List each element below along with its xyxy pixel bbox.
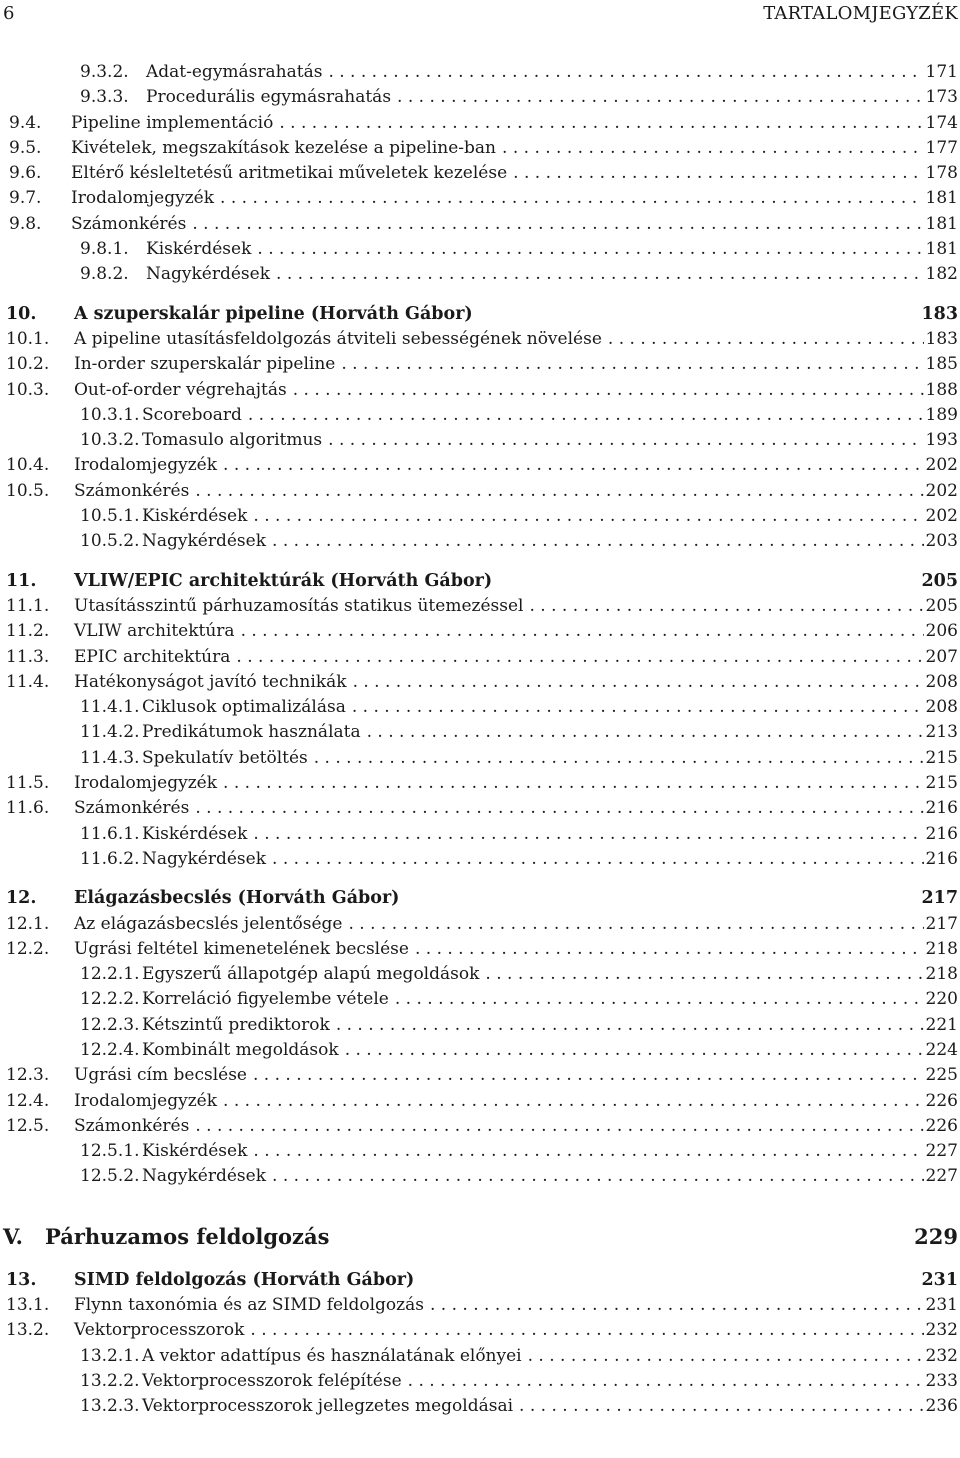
entry-page-number: 183 xyxy=(925,328,958,349)
entry-number: 9.3.2. xyxy=(80,62,129,82)
entry-page-number: 213 xyxy=(925,722,958,743)
entry-page-number: 205 xyxy=(921,570,958,591)
dot-leader xyxy=(287,378,924,403)
dot-leader xyxy=(346,695,924,720)
entry-title: Kiskérdések xyxy=(146,239,252,260)
dot-leader xyxy=(247,504,924,529)
chapter-gap xyxy=(0,555,958,569)
dot-leader xyxy=(266,529,924,554)
toc-entry-section[interactable] xyxy=(0,453,958,478)
entry-number: 9.5. xyxy=(9,137,42,158)
entry-number: V. xyxy=(3,1223,23,1249)
toc-entry-part[interactable] xyxy=(0,1220,958,1254)
dot-leader xyxy=(247,1139,924,1164)
entry-number: 11.4. xyxy=(6,671,50,692)
entry-page-number: 181 xyxy=(925,213,958,234)
toc-entry-subsection[interactable] xyxy=(0,85,958,110)
entry-title: In-order szuperskalár pipeline xyxy=(74,354,336,375)
entry-title: Korreláció figyelembe vétele xyxy=(142,989,389,1010)
dot-leader xyxy=(217,771,924,796)
entry-title: Vektorprocesszorok xyxy=(74,1320,245,1341)
entry-page-number: 226 xyxy=(925,1090,958,1111)
entry-page-number: 217 xyxy=(925,913,958,934)
entry-page-number: 236 xyxy=(925,1396,958,1417)
toc-entry-section[interactable] xyxy=(0,645,958,670)
toc-entry-chapter[interactable] xyxy=(0,1268,958,1293)
entry-page-number: 217 xyxy=(921,888,958,909)
entry-number: 9.8. xyxy=(9,213,42,234)
toc-entry-section[interactable] xyxy=(0,1063,958,1088)
entry-number: 11.6.2. xyxy=(80,848,140,869)
entry-title: Kiskérdések xyxy=(142,1141,248,1162)
entry-page-number: 203 xyxy=(925,531,958,552)
entry-page-number: 202 xyxy=(925,480,958,501)
toc-entry-chapter[interactable] xyxy=(0,302,958,327)
toc-entry-subsection[interactable] xyxy=(0,720,958,745)
running-title: TARTALOMJEGYZÉK xyxy=(763,3,958,24)
entry-page-number: 206 xyxy=(925,621,958,642)
entry-number: 11.1. xyxy=(6,595,50,616)
entry-title: Vektorprocesszorok jellegzetes megoldásai xyxy=(142,1396,514,1417)
chapter-gap xyxy=(0,288,958,302)
entry-title: Spekulatív betöltés xyxy=(142,747,308,768)
entry-title: A pipeline utasításfeldolgozás átviteli sebességének növelése xyxy=(74,328,602,349)
entry-number: 10.1. xyxy=(6,328,50,349)
dot-leader xyxy=(247,822,924,847)
entry-title: Ugrási cím becslése xyxy=(74,1065,247,1086)
entry-number: 12.3. xyxy=(6,1065,50,1086)
entry-number: 11. xyxy=(6,570,37,591)
dot-leader xyxy=(523,594,924,619)
dot-leader xyxy=(273,111,924,136)
toc-entry-subsection[interactable] xyxy=(0,695,958,720)
toc-entry-section[interactable] xyxy=(0,1089,958,1114)
entry-number: 12.5.1. xyxy=(80,1141,140,1162)
toc-entry-section[interactable] xyxy=(0,771,958,796)
entry-title: Kombinált megoldások xyxy=(142,1039,339,1060)
toc-entry-section[interactable] xyxy=(0,1293,958,1318)
toc-entry-section[interactable] xyxy=(0,479,958,504)
toc-entry-subsection[interactable] xyxy=(0,529,958,554)
entry-title: A vektor adattípus és használatának előnyei xyxy=(142,1345,522,1366)
entry-page-number: 208 xyxy=(925,671,958,692)
toc-entry-section[interactable] xyxy=(0,937,958,962)
toc-entry-section[interactable] xyxy=(0,594,958,619)
entry-number: 9.6. xyxy=(9,163,42,184)
entry-page-number: 220 xyxy=(925,989,958,1010)
toc-entry-chapter[interactable] xyxy=(0,569,958,594)
entry-number: 9.7. xyxy=(9,188,42,209)
entry-title: Nagykérdések xyxy=(146,264,271,285)
dot-leader xyxy=(189,796,924,821)
dot-leader xyxy=(242,403,924,428)
dot-leader xyxy=(214,186,924,211)
entry-title: Számonkérés xyxy=(74,798,190,819)
entry-page-number: 188 xyxy=(925,379,958,400)
entry-page-number: 227 xyxy=(925,1166,958,1187)
page-header xyxy=(0,0,960,30)
entry-number: 11.4.3. xyxy=(80,747,140,768)
dot-leader xyxy=(217,1089,924,1114)
entry-title: Nagykérdések xyxy=(142,1166,267,1187)
entry-title: Egyszerű állapotgép alapú megoldások xyxy=(142,964,480,985)
entry-title: Számonkérés xyxy=(74,1115,190,1136)
entry-page-number: 193 xyxy=(925,430,958,451)
entry-title: Scoreboard xyxy=(142,404,242,425)
dot-leader xyxy=(330,1013,924,1038)
entry-title: Kiskérdések xyxy=(142,506,248,527)
toc-entry-subsection[interactable] xyxy=(0,504,958,529)
entry-number: 9.8.2. xyxy=(80,264,129,285)
entry-number: 12. xyxy=(6,888,37,909)
entry-title: Az elágazásbecslés jelentősége xyxy=(74,913,343,934)
entry-title: Kiskérdések xyxy=(142,823,248,844)
entry-page-number: 185 xyxy=(925,354,958,375)
entry-number: 10.3.1. xyxy=(80,404,140,425)
entry-number: 10.4. xyxy=(6,455,50,476)
dot-leader xyxy=(247,1063,924,1088)
dot-leader xyxy=(507,161,924,186)
dot-leader xyxy=(389,987,924,1012)
entry-title: Irodalomjegyzék xyxy=(74,455,218,476)
table-of-contents xyxy=(0,60,958,1420)
toc-entry-section[interactable] xyxy=(0,352,958,377)
entry-page-number: 232 xyxy=(925,1320,958,1341)
toc-entry-subsection[interactable] xyxy=(0,60,958,85)
entry-page-number: 178 xyxy=(925,163,958,184)
entry-page-number: 215 xyxy=(925,747,958,768)
entry-number: 9.4. xyxy=(9,112,42,133)
entry-title: Elágazásbecslés (Horváth Gábor) xyxy=(74,888,400,909)
entry-title: Ciklusok optimalizálása xyxy=(142,697,346,718)
dot-leader xyxy=(266,1164,924,1189)
entry-number: 9.8.1. xyxy=(80,239,129,260)
toc-entry-section[interactable] xyxy=(0,796,958,821)
entry-number: 12.2.3. xyxy=(80,1014,140,1035)
entry-title: Ugrási feltétel kimenetelének becslése xyxy=(74,938,409,959)
entry-number: 11.2. xyxy=(6,621,50,642)
entry-number: 11.3. xyxy=(6,646,50,667)
dot-leader xyxy=(230,645,924,670)
part-gap xyxy=(0,1190,958,1220)
toc-entry-subsection[interactable] xyxy=(0,237,958,262)
entry-number: 12.4. xyxy=(6,1090,50,1111)
entry-page-number: 227 xyxy=(925,1141,958,1162)
toc-entry-section[interactable] xyxy=(0,619,958,644)
toc-entry-subsection[interactable] xyxy=(0,1394,958,1419)
entry-page-number: 216 xyxy=(925,798,958,819)
entry-page-number: 207 xyxy=(925,646,958,667)
toc-entry-section[interactable] xyxy=(0,327,958,352)
entry-number: 13.2. xyxy=(6,1320,50,1341)
entry-page-number: 226 xyxy=(925,1115,958,1136)
entry-page-number: 182 xyxy=(925,264,958,285)
dot-leader xyxy=(343,912,925,937)
dot-leader xyxy=(335,352,924,377)
toc-entry-section[interactable] xyxy=(0,111,958,136)
entry-title: Hatékonyságot javító technikák xyxy=(74,671,347,692)
entry-page-number: 205 xyxy=(925,595,958,616)
dot-leader xyxy=(402,1369,924,1394)
page-number: 6 xyxy=(3,3,15,24)
entry-page-number: 181 xyxy=(925,239,958,260)
entry-title: Nagykérdések xyxy=(142,848,267,869)
entry-title: VLIW/EPIC architektúrák (Horváth Gábor) xyxy=(74,570,493,591)
toc-entry-subsection[interactable] xyxy=(0,1013,958,1038)
toc-entry-section[interactable] xyxy=(0,378,958,403)
dot-leader xyxy=(270,262,924,287)
entry-page-number: 231 xyxy=(921,1269,958,1290)
entry-title: Irodalomjegyzék xyxy=(74,1090,218,1111)
toc-entry-subsection[interactable] xyxy=(0,1164,958,1189)
entry-number: 10. xyxy=(6,303,37,324)
entry-number: 13.1. xyxy=(6,1295,50,1316)
entry-page-number: 229 xyxy=(914,1223,958,1249)
toc-entry-subsection[interactable] xyxy=(0,428,958,453)
entry-page-number: 183 xyxy=(921,303,958,324)
entry-title: Kétszintű prediktorok xyxy=(142,1014,330,1035)
entry-number: 12.5.2. xyxy=(80,1166,140,1187)
entry-number: 11.5. xyxy=(6,773,50,794)
toc-entry-section[interactable] xyxy=(0,212,958,237)
entry-page-number: 233 xyxy=(925,1370,958,1391)
entry-number: 12.5. xyxy=(6,1115,50,1136)
entry-page-number: 218 xyxy=(925,964,958,985)
entry-title: Vektorprocesszorok felépítése xyxy=(142,1370,402,1391)
entry-number: 10.5.1. xyxy=(80,506,140,527)
entry-title: VLIW architektúra xyxy=(74,621,235,642)
dot-leader xyxy=(189,1114,924,1139)
entry-page-number: 202 xyxy=(925,506,958,527)
toc-entry-section[interactable] xyxy=(0,161,958,186)
toc-entry-subsection[interactable] xyxy=(0,987,958,1012)
dot-leader xyxy=(361,720,924,745)
dot-leader xyxy=(522,1344,924,1369)
dot-leader xyxy=(409,937,924,962)
entry-page-number: 232 xyxy=(925,1345,958,1366)
entry-number: 9.3.3. xyxy=(80,87,129,108)
entry-title: Számonkérés xyxy=(74,480,190,501)
toc-entry-subsection[interactable] xyxy=(0,962,958,987)
entry-title: A szuperskalár pipeline (Horváth Gábor) xyxy=(74,303,473,324)
entry-title: Adat-egymásrahatás xyxy=(146,62,323,82)
entry-title: Kivételek, megszakítások kezelése a pipeline-ban xyxy=(71,137,497,158)
entry-title: Nagykérdések xyxy=(142,531,267,552)
dot-leader xyxy=(339,1038,924,1063)
entry-title: Párhuzamos feldolgozás xyxy=(45,1223,330,1249)
entry-title: SIMD feldolgozás (Horváth Gábor) xyxy=(74,1269,415,1290)
entry-page-number: 216 xyxy=(925,848,958,869)
entry-number: 13. xyxy=(6,1269,37,1290)
entry-number: 10.3.2. xyxy=(80,430,140,451)
dot-leader xyxy=(322,60,924,85)
toc-entry-subsection[interactable] xyxy=(0,847,958,872)
entry-title: Procedurális egymásrahatás xyxy=(146,87,392,108)
dot-leader xyxy=(347,670,924,695)
toc-entry-subsection[interactable] xyxy=(0,1139,958,1164)
toc-entry-section[interactable] xyxy=(0,670,958,695)
toc-entry-subsection[interactable] xyxy=(0,746,958,771)
entry-title: Eltérő késleltetésű aritmetikai műveletek kezelése xyxy=(71,163,508,184)
entry-title: Flynn taxonómia és az SIMD feldolgozás xyxy=(74,1295,424,1316)
toc-entry-subsection[interactable] xyxy=(0,262,958,287)
toc-entry-chapter[interactable] xyxy=(0,886,958,911)
dot-leader xyxy=(391,85,924,110)
dot-leader xyxy=(217,453,924,478)
entry-title: EPIC architektúra xyxy=(74,646,231,667)
dot-leader xyxy=(322,428,924,453)
entry-title: Pipeline implementáció xyxy=(71,112,274,133)
toc-entry-section[interactable] xyxy=(0,186,958,211)
dot-leader xyxy=(251,237,924,262)
dot-leader xyxy=(186,212,924,237)
entry-number: 11.6.1. xyxy=(80,823,140,844)
entry-number: 13.2.2. xyxy=(80,1370,140,1391)
entry-title: Tomasulo algoritmus xyxy=(142,430,323,451)
toc-entry-section[interactable] xyxy=(0,136,958,161)
entry-number: 12.2.4. xyxy=(80,1039,140,1060)
entry-number: 10.2. xyxy=(6,354,50,375)
entry-page-number: 225 xyxy=(925,1065,958,1086)
entry-page-number: 171 xyxy=(925,62,958,82)
entry-number: 12.2.1. xyxy=(80,964,140,985)
dot-leader xyxy=(244,1318,924,1343)
entry-page-number: 208 xyxy=(925,697,958,718)
entry-number: 12.1. xyxy=(6,913,50,934)
entry-page-number: 181 xyxy=(925,188,958,209)
toc-entry-section[interactable] xyxy=(0,1114,958,1139)
entry-title: Utasításszintű párhuzamosítás statikus ütemezéssel xyxy=(74,595,524,616)
entry-page-number: 174 xyxy=(925,112,958,133)
entry-page-number: 189 xyxy=(925,404,958,425)
entry-title: Predikátumok használata xyxy=(142,722,361,743)
entry-page-number: 216 xyxy=(925,823,958,844)
dot-leader xyxy=(424,1293,924,1318)
entry-title: Irodalomjegyzék xyxy=(71,188,215,209)
dot-leader xyxy=(235,619,924,644)
entry-title: Számonkérés xyxy=(71,213,187,234)
dot-leader xyxy=(496,136,924,161)
dot-leader xyxy=(513,1394,924,1419)
dot-leader xyxy=(189,479,924,504)
entry-page-number: 218 xyxy=(925,938,958,959)
entry-page-number: 221 xyxy=(925,1014,958,1035)
toc-entry-section[interactable] xyxy=(0,912,958,937)
toc-entry-subsection[interactable] xyxy=(0,822,958,847)
entry-number: 10.5.2. xyxy=(80,531,140,552)
chapter-gap xyxy=(0,1254,958,1268)
entry-number: 10.3. xyxy=(6,379,50,400)
entry-number: 13.2.1. xyxy=(80,1345,140,1366)
entry-page-number: 231 xyxy=(925,1295,958,1316)
entry-number: 11.6. xyxy=(6,798,50,819)
dot-leader xyxy=(266,847,924,872)
entry-number: 11.4.1. xyxy=(80,697,140,718)
toc-entry-subsection[interactable] xyxy=(0,1344,958,1369)
entry-number: 11.4.2. xyxy=(80,722,140,743)
entry-page-number: 202 xyxy=(925,455,958,476)
dot-leader xyxy=(308,746,924,771)
dot-leader xyxy=(479,962,924,987)
entry-title: Irodalomjegyzék xyxy=(74,773,218,794)
entry-page-number: 215 xyxy=(925,773,958,794)
entry-title: Out-of-order végrehajtás xyxy=(74,379,287,400)
entry-page-number: 224 xyxy=(925,1039,958,1060)
entry-number: 13.2.3. xyxy=(80,1396,140,1417)
entry-number: 12.2. xyxy=(6,938,50,959)
toc-entry-subsection[interactable] xyxy=(0,1038,958,1063)
chapter-gap xyxy=(0,872,958,886)
entry-number: 10.5. xyxy=(6,480,50,501)
toc-entry-subsection[interactable] xyxy=(0,1369,958,1394)
toc-entry-subsection[interactable] xyxy=(0,403,958,428)
toc-entry-section[interactable] xyxy=(0,1318,958,1343)
dot-leader xyxy=(602,327,924,352)
entry-page-number: 173 xyxy=(925,87,958,108)
entry-number: 12.2.2. xyxy=(80,989,140,1010)
entry-page-number: 177 xyxy=(925,137,958,158)
